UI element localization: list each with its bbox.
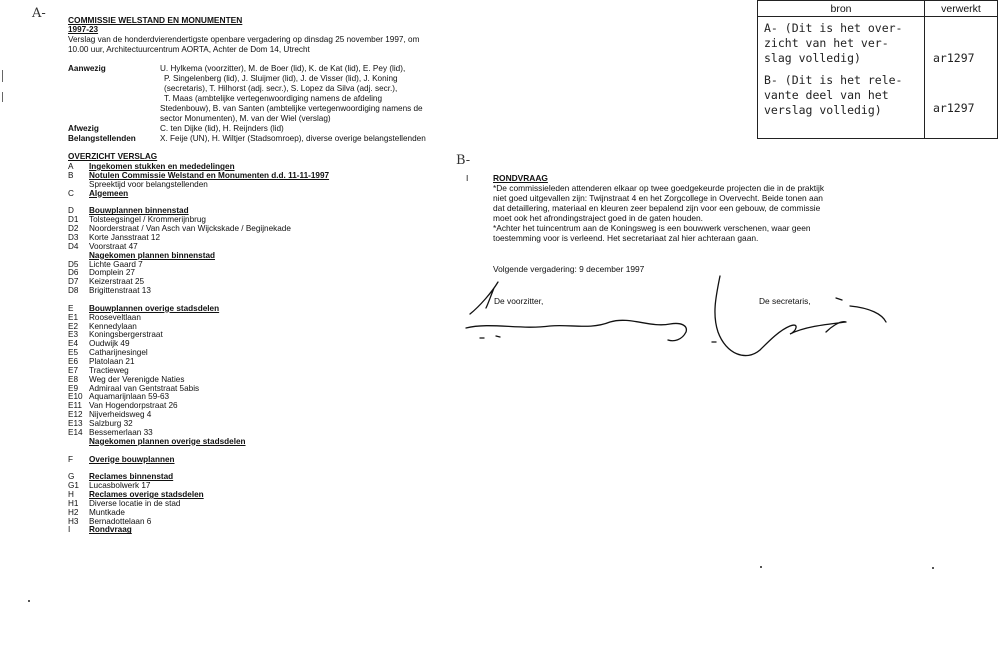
overview-item-text: Rooseveltlaan: [89, 312, 141, 322]
aanwezig-line: P. Singelenberg (lid), J. Sluijmer (lid), J. de Visser (lid), J. Koning: [164, 74, 398, 83]
aanwezig-line: sector Monumenten), M. van der Wiel (verslag): [160, 114, 331, 123]
rondvraag-line: *Achter het tuincentrum aan de Koningsweg is een bouwwerk verschenen, waar geen: [493, 223, 811, 233]
overview-title: OVERZICHT VERSLAG: [68, 152, 158, 161]
overview-item-text: Spreektijd voor belangstellenden: [89, 179, 208, 189]
bron-cell: [758, 17, 925, 139]
overview-item-text: Platolaan 21: [89, 357, 135, 366]
overview-item-text: Kennedylaan: [89, 321, 137, 331]
overview-item-code: G1: [68, 481, 79, 491]
overview-item-code: D: [68, 206, 74, 216]
overview-item-code: D2: [68, 224, 79, 234]
section-b-marker: B-: [456, 153, 471, 168]
overview-item-text: Lucasbolwerk 17: [89, 481, 151, 491]
overview-item-text: Nagekomen plannen overige stadsdelen: [89, 436, 246, 446]
overview-item-code: E6: [68, 357, 79, 366]
bron-a-line: A- (Dit is het over-: [764, 21, 903, 35]
overview-item-text: Bessemerlaan 33: [89, 427, 153, 437]
overview-item-text: Noorderstraat / Van Asch van Wijckskade / Begijnekade: [89, 224, 291, 234]
chair-signature-mark: [480, 336, 500, 338]
section-a-marker: A-: [32, 6, 46, 21]
bron-header: bron: [758, 1, 925, 17]
overview-item-code: D4: [68, 241, 79, 251]
overview-item-text: Rondvraag: [89, 525, 132, 535]
overview-item-text: Aquamarijnlaan 59-63: [89, 392, 170, 402]
secretary-signature: [715, 276, 846, 356]
overview-item-text: Domplein 27: [89, 268, 135, 278]
rondvraag-line: toestemming voor is verleend. Het secretariaat zal hier achteraan gaan.: [493, 233, 759, 243]
committee-title: COMMISSIE WELSTAND EN MONUMENTEN: [68, 15, 243, 25]
next-meeting: Volgende vergadering: 9 december 1997: [493, 264, 645, 274]
overview-item-text: Bouwplannen overige stadsdelen: [89, 303, 220, 313]
overview-item-text: Reclames binnenstad: [89, 472, 174, 482]
verwerkt-cell: [925, 17, 998, 139]
overview-item-code: E5: [68, 348, 79, 358]
scan-speck: [2, 70, 3, 82]
overview-item-code: D6: [68, 268, 79, 278]
overview-item-text: Lichte Gaard 7: [89, 259, 143, 269]
overview-item-code: H3: [68, 516, 79, 526]
overview-item-text: Algemeen: [89, 188, 129, 198]
overview-item-text: Catharijnesingel: [89, 348, 148, 358]
overview-item-text: Muntkade: [89, 507, 125, 517]
overview-item-code: D3: [68, 232, 79, 242]
overview-item-text: Nagekomen plannen binnenstad: [89, 250, 216, 260]
overview-item-text: Overige bouwplannen: [89, 454, 175, 464]
report-intro-line: Verslag van de honderdvierendertigste openbare vergadering op dinsdag 25 november 1997, om: [68, 35, 420, 44]
overview-item-code: C: [68, 188, 74, 198]
aanwezig-label: Aanwezig: [68, 64, 106, 73]
bron-a-line: zicht van het ver-: [764, 36, 889, 50]
chair-label: De voorzitter,: [494, 296, 544, 306]
rondvraag-line: moet ook het afrondingstraject goed in de gaten houden.: [493, 213, 703, 223]
belangstellenden-value: X. Feije (UN), H. Wiltjer (Stadsomroep), diverse overige belangstellenden: [160, 134, 426, 143]
overview-item-text: Korte Jansstraat 12: [89, 232, 160, 242]
overview-item-code: E8: [68, 374, 79, 384]
overview-item-text: Ingekomen stukken en mededelingen: [89, 162, 235, 171]
overview-item-code: B: [68, 170, 74, 180]
overview-item-code: E14: [68, 427, 83, 437]
bron-b-line: verslag volledig): [764, 103, 882, 117]
overview-item-code: E: [68, 303, 74, 313]
scan-speck: [2, 92, 3, 102]
overview-item-text: Bouwplannen binnenstad: [89, 206, 189, 216]
overview-item-code: E7: [68, 365, 79, 375]
aanwezig-line: T. Maas (ambtelijke vertegenwoordiging namens de afdeling: [164, 94, 382, 103]
afwezig-value: C. ten Dijke (lid), H. Reijnders (lid): [160, 124, 284, 133]
overview-item-code: H1: [68, 498, 79, 508]
reference-table: [757, 0, 998, 139]
overview-item-text: Van Hogendorpstraat 26: [89, 401, 178, 411]
overview-item-text: Nijverheidsweg 4: [89, 410, 152, 420]
bron-b-line: B- (Dit is het rele-: [764, 73, 903, 87]
report-number: 1997-23: [68, 25, 99, 34]
overview-item-text: Admiraal van Gentstraat 5abis: [89, 383, 200, 393]
afwezig-label: Afwezig: [68, 124, 99, 133]
belangstellenden-label: Belangstellenden: [68, 134, 136, 143]
overview-item-text: Koningsbergerstraat: [89, 330, 163, 340]
overview-item-code: E4: [68, 339, 79, 349]
overview-item-code: E3: [68, 330, 79, 340]
overview-item-code: I: [68, 525, 71, 535]
verwerkt-b: ar1297: [933, 101, 975, 115]
overview-item-text: Tractieweg: [89, 365, 129, 375]
scan-speck: [28, 600, 30, 602]
overview-item-code: E1: [68, 312, 79, 322]
rondvraag-line: niet goed uitgevallen zijn: Twijnstraat 4 en het Zorgcollege in Overvecht. Beide tonen aan: [493, 193, 823, 203]
overview-item-text: Notulen Commissie Welstand en Monumenten d.d. 11-11-1997: [89, 170, 330, 180]
secretary-signature-tail: [836, 298, 886, 322]
aanwezig-line: Stedenbouw), B. van Santen (ambtelijke vertegenwoordiging namens de: [160, 104, 423, 113]
overview-item-code: E2: [68, 321, 79, 331]
overview-item-text: Tolsteegsingel / Krommerijnbrug: [89, 215, 206, 225]
rondvraag-title: RONDVRAAG: [493, 173, 548, 183]
overview-item-code: H2: [68, 507, 79, 517]
rondvraag-line: dat detaillering, materiaal en kleuren zeer bepalend zijn voor een gebouw, de commissie: [493, 203, 821, 213]
rondvraag-code: I: [466, 173, 469, 183]
bron-b-line: vante deel van het: [764, 88, 889, 102]
rondvraag-line: *De commissieleden attenderen elkaar op twee goedgekeurde projecten die in de praktijk: [493, 183, 825, 193]
overview-item-code: F: [68, 454, 74, 464]
scan-speck: [760, 566, 762, 568]
overview-item-code: E9: [68, 383, 79, 393]
secretary-label: De secretaris,: [759, 296, 811, 306]
overview-item-code: H: [68, 490, 74, 500]
overview-item-text: Voorstraat 47: [89, 241, 138, 251]
verwerkt-header: verwerkt: [925, 1, 998, 17]
overview-item-text: Salzburg 32: [89, 418, 133, 428]
chair-signature: [466, 282, 686, 341]
bron-a-line: slag volledig): [764, 51, 861, 65]
overview-item-code: D7: [68, 277, 79, 287]
aanwezig-line: (secretaris), T. Hilhorst (adj. secr.), S. Lopez da Silva (adj. secr.),: [164, 84, 398, 93]
attendance-block: [68, 64, 468, 144]
overview-item-text: Bernadottelaan 6: [89, 516, 152, 526]
overview-item-text: Keizerstraat 25: [89, 277, 145, 287]
scan-speck: [932, 567, 934, 569]
overview-item-code: E11: [68, 401, 82, 411]
overview-item-text: Brigittenstraat 13: [89, 286, 151, 296]
overview-item-code: E12: [68, 410, 83, 420]
overview-item-text: Oudwijk 49: [89, 339, 130, 349]
overview-item-code: E10: [68, 392, 83, 402]
signatures: [450, 270, 970, 380]
overview-item-code: D5: [68, 259, 79, 269]
overview-item-code: D8: [68, 286, 79, 296]
aanwezig-line: U. Hylkema (voorzitter), M. de Boer (lid), K. de Kat (lid), E. Pey (lid),: [160, 64, 406, 73]
report-intro-line: 10.00 uur, Architectuurcentrum AORTA, Achter de Dom 14, Utrecht: [68, 45, 310, 54]
overview-item-code: A: [68, 162, 74, 171]
overview-item-text: Reclames overige stadsdelen: [89, 490, 204, 500]
overview-item-code: E13: [68, 418, 83, 428]
overview-item-code: D1: [68, 215, 79, 225]
overview-item-text: Diverse locatie in de stad: [89, 498, 181, 508]
overview-item-text: Weg der Verenigde Naties: [89, 374, 185, 384]
overview-item-code: G: [68, 472, 75, 482]
verwerkt-a: ar1297: [933, 51, 975, 65]
